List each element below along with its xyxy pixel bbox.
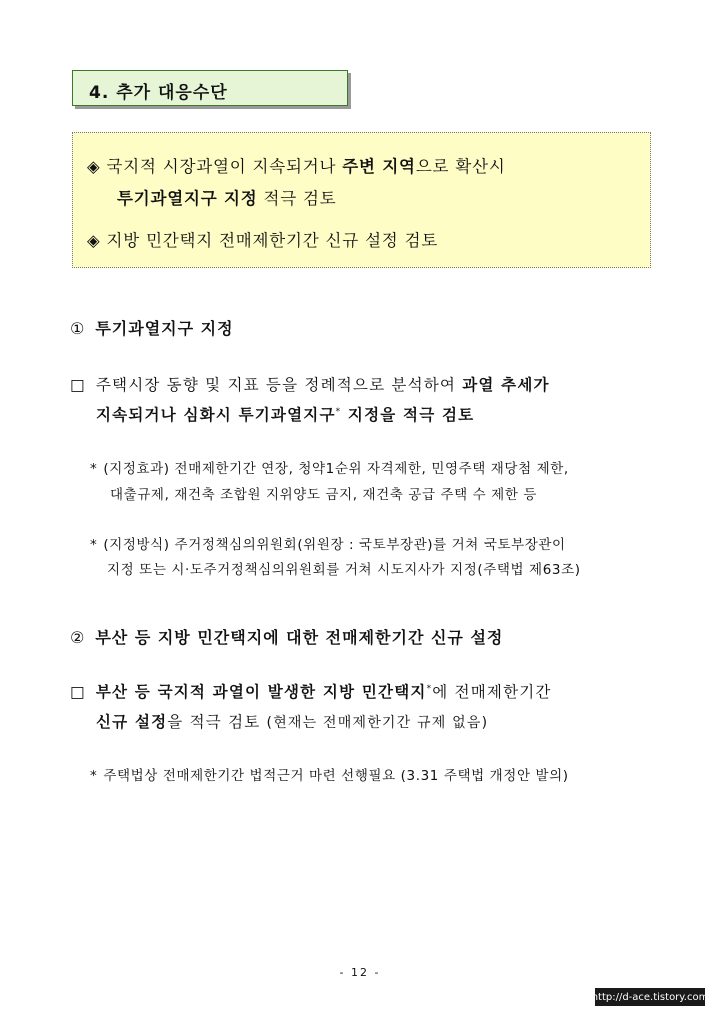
summary-line-3: ◈ 지방 민간택지 전매제한기간 신규 설정 검토 — [87, 231, 439, 250]
item-2-heading — [70, 625, 503, 648]
section-title: 4. 추가 대응수단 — [89, 83, 228, 103]
checkbox-icon: □ — [70, 376, 86, 394]
watermark-link[interactable]: http://d-ace.tistory.com — [595, 988, 705, 1006]
item-1-title: 투기과열지구 지정 — [95, 319, 234, 338]
item-2-title: 부산 등 지방 민간택지에 대한 전매제한기간 신규 설정 — [95, 628, 504, 647]
item-2-note: * 주택법상 전매제한기간 법적근거 마련 선행필요 (3.31 주택법 개정안 발의) — [90, 768, 569, 784]
summary-line-1: ◈ 국지적 시장과열이 지속되거나 주변 지역으로 확산시 — [87, 157, 506, 176]
item-1-note-2-line-1: * (지정방식) 주거정책심의위원회(위원장 : 국토부장관)를 거쳐 국토부장관이 — [90, 537, 566, 553]
item-1-para-line-1: □ 주택시장 동향 및 지표 등을 정례적으로 분석하여 과열 추세가 — [70, 376, 550, 394]
section-title-box — [72, 70, 348, 106]
item-1-note-2-line-2: 지정 또는 시·도주거정책심의위원회를 거쳐 시도지사가 지정(주택법 제63조) — [107, 562, 581, 578]
item-2-para-line-1: □ 부산 등 국지적 과열이 발생한 지방 민간택지*에 전매제한기간 — [70, 683, 552, 701]
page-number: - 12 - — [339, 966, 381, 979]
circled-number-1: ① — [70, 319, 86, 338]
diamond-bullet-icon: ◈ — [87, 157, 101, 176]
circled-number-2: ② — [70, 628, 86, 647]
item-1-note-1-line-1: * (지정효과) 전매제한기간 연장, 청약1순위 자격제한, 민영주택 재당첨 제한, — [90, 461, 569, 477]
summary-line-2: 투기과열지구 지정 적극 검토 — [117, 189, 337, 208]
summary-box — [72, 132, 651, 268]
item-2-para-line-2: 신규 설정을 적극 검토 (현재는 전매제한기간 규제 없음) — [96, 713, 489, 731]
item-1-heading — [70, 316, 234, 339]
item-1-note-1-line-2: 대출규제, 재건축 조합원 지위양도 금지, 재건축 공급 주택 수 제한 등 — [110, 487, 538, 503]
item-1-para-line-2: 지속되거나 심화시 투기과열지구* 지정을 적극 검토 — [96, 406, 475, 424]
diamond-bullet-icon: ◈ — [87, 231, 101, 250]
checkbox-icon: □ — [70, 683, 86, 701]
